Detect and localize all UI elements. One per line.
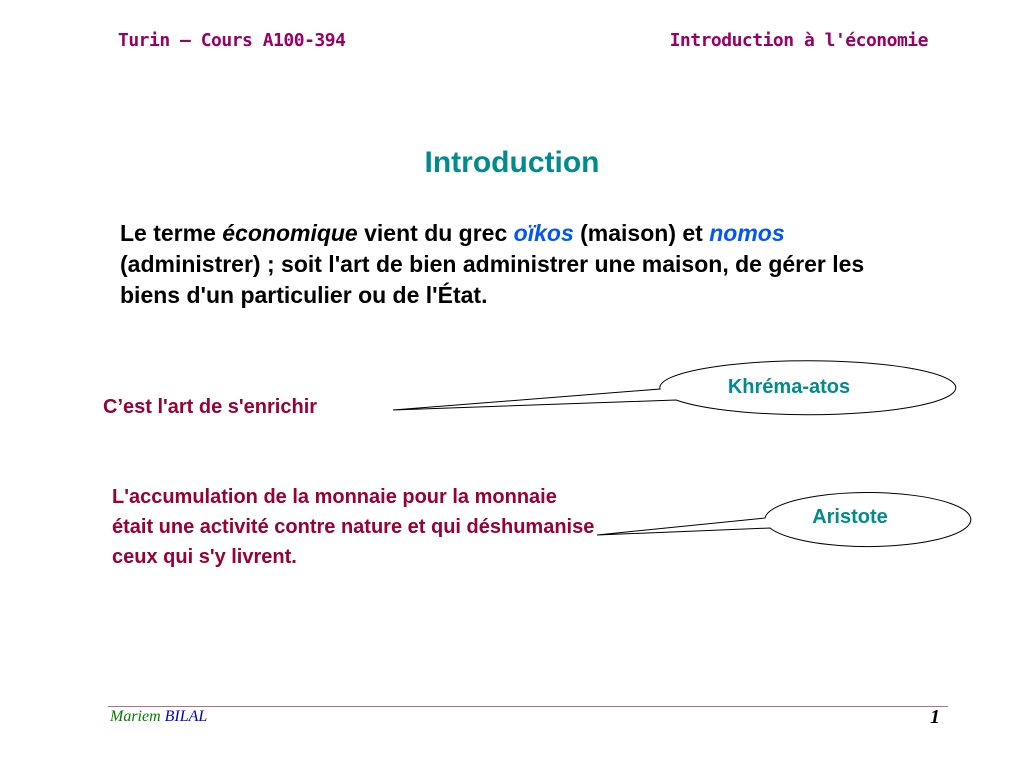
intro-word-nomos: nomos [709,220,785,246]
intro-text-3: (maison) et [573,220,710,246]
intro-word-economique: économique [222,220,358,246]
intro-text-2: vient du grec [357,220,514,246]
callout-text-accumulation: L'accumulation de la monnaie pour la monnaie était une activité contre nature et qui déshumanise ceux qui s'y livrent. [112,486,595,568]
callout-label-khrema: Khréma-atos [727,376,851,398]
author-last-name: BILAL [164,708,208,725]
page-number: 1 [930,706,940,728]
footer-author [110,708,207,726]
header-subject: Introduction à l'économie [669,30,928,51]
intro-text-4: (administrer) ; soit l'art de bien administrer une maison, de gérer les biens d'un particulier ou de l'État. [120,251,865,308]
slide-title: Introduction [424,146,600,179]
intro-text-1: Le terme [120,220,223,246]
footer-divider [108,706,948,707]
intro-word-oikos: oïkos [513,220,574,246]
author-first-name: Mariem [110,708,161,725]
callout-label-aristote: Aristote [812,506,888,528]
callout-text-enrichir: C’est l'art de s'enrichir [103,396,318,418]
header-course: Turin – Cours A100-394 [118,30,346,51]
